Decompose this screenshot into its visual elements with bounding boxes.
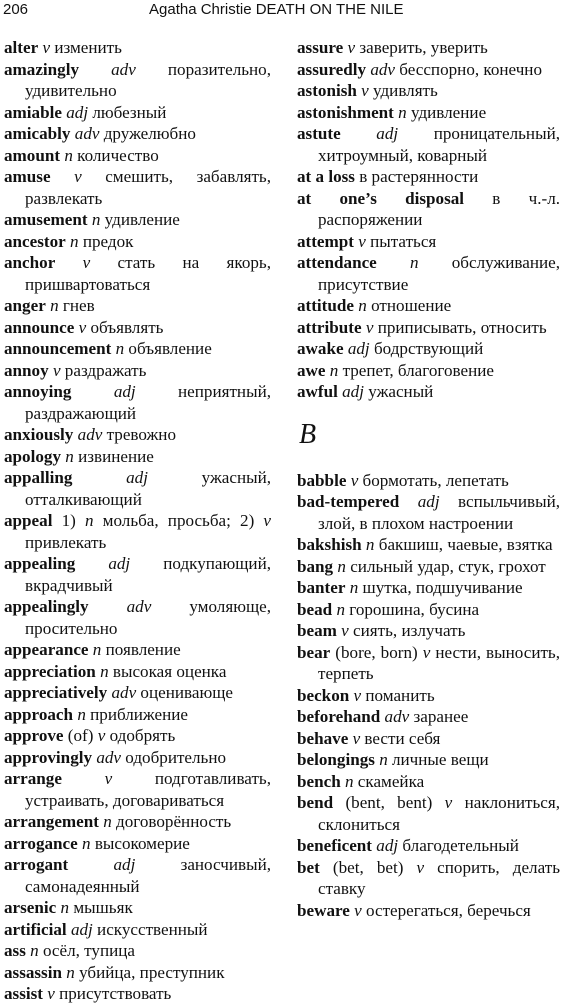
dictionary-entry [4,833,271,855]
translation: горошина, бусина [344,599,480,619]
headword: annoying [4,382,72,401]
translation: гнев [58,296,95,315]
translation: подкупающий, вкрадчивый [25,554,271,595]
headword: alter [4,38,39,57]
translation: предок [78,231,134,251]
dictionary-entry [4,962,271,984]
dictionary-entry [297,706,560,728]
headword: ass [4,941,26,960]
headword: assuredly [297,59,367,79]
headword: attempt [297,231,354,251]
dictionary-entry [4,145,271,167]
translation: приписывать, относить [373,317,547,337]
dictionary-entry [4,102,271,124]
dictionary-entry [297,338,560,360]
headword: bear [297,642,331,662]
dictionary-entry [4,983,271,1005]
dictionary-entry [4,424,271,446]
translation: дружелюбно [99,124,196,143]
part-of-speech: v [361,81,369,100]
translation: раздражать [60,360,147,380]
translation: присутствовать [54,984,172,1003]
dictionary-entry [4,704,271,726]
dictionary-entry [297,59,560,81]
dictionary-entry [4,317,271,339]
headword: amount [4,145,61,165]
part-of-speech: n [344,771,354,791]
part-of-speech: n [70,231,79,251]
translation: извинение [73,446,154,466]
headword: astonish [297,81,357,100]
dictionary-entry [4,854,271,897]
part-of-speech: adv [77,425,103,444]
headword: appealingly [4,597,89,616]
dictionary-entry [4,360,271,382]
part-of-speech: v [82,253,91,272]
headword: belongings [297,750,375,769]
headword: banter [297,578,346,597]
part-of-speech: adj [113,382,136,401]
headword: attribute [297,317,362,337]
headword: awful [297,382,338,401]
dictionary-entry [4,295,271,317]
part-of-speech: n [409,253,419,272]
dictionary-entry [4,596,271,639]
dictionary-entry [4,231,271,253]
part-of-speech: v [52,360,61,380]
headword: anchor [4,253,56,272]
part-of-speech: adv [126,597,152,616]
translation: убийца, преступник [74,962,225,982]
translation: мольба, просьба; 2) [93,511,264,530]
headword: awe [297,360,326,380]
translation: заносчивый, самонадеянный [25,855,271,896]
headword: appalling [4,468,73,487]
translation: привлекать [25,532,107,552]
dictionary-entry [297,556,560,578]
dictionary-entry [4,725,271,747]
translation: искусственный [92,919,208,939]
headword: astute [297,124,341,143]
translation: остерегаться, беречься [361,900,531,920]
headword: amusement [4,210,88,229]
headword: bench [297,771,341,791]
translation: сильный удар, стук, грохот [345,556,546,576]
part-of-speech: n [60,898,70,917]
right-column [297,37,560,921]
part-of-speech: n [115,339,125,358]
part-of-speech: v [78,317,87,337]
headword: amiable [4,102,62,122]
headword: at a loss [297,167,355,186]
dictionary-entry [297,123,560,166]
headword: assure [297,38,344,57]
dictionary-entry [4,553,271,596]
headword: amuse [4,167,51,186]
part-of-speech: n [103,812,112,831]
translation: бормотать, лепетать [358,470,509,490]
translation: заверить, уверить [355,38,488,57]
part-of-speech: n [398,102,407,122]
translation: мышьяк [69,898,133,917]
translation: бесспорно, конечно [395,59,542,79]
headword: apology [4,446,61,466]
translation: оценивающе [136,683,233,702]
dictionary-entry [297,188,560,231]
dictionary-entry [4,811,271,833]
translation: осёл, тупица [38,941,136,960]
dictionary-entry [4,510,271,553]
a-entries-continued [297,37,560,403]
headword: bad-tempered [297,492,400,511]
dictionary-entry [297,749,560,771]
part-of-speech: v [42,38,51,57]
headword: anxiously [4,425,74,444]
translation: пытаться [365,231,437,251]
translation: сиять, излучать [348,621,466,640]
part-of-speech: adj [347,339,370,358]
headword: approvingly [4,747,93,767]
translation: неприятный, раздражающий [25,382,271,423]
part-of-speech: adv [111,683,137,702]
translation: вести себя [360,728,441,748]
headword: approach [4,704,74,724]
headword: appreciation [4,661,96,681]
grammar-note: (bet, bet) [319,857,417,877]
headword: amicably [4,124,71,143]
translation: умоляюще, просительно [25,597,271,638]
headword: attendance [297,253,377,272]
translation: появление [101,640,181,659]
translation: удивлять [368,81,438,100]
dictionary-entry [4,209,271,231]
page-number: 206 [3,1,29,18]
dictionary-entry [4,682,271,704]
translation: обслуживание, присутствие [318,253,560,294]
grammar-note: (bore, born) [330,642,423,662]
dictionary-entry [4,252,271,295]
headword: amazingly [4,59,80,79]
translation: бакшиш, чаевые, взятка [374,535,553,554]
part-of-speech: v [416,857,425,877]
part-of-speech: adj [70,919,93,939]
dictionary-entry [4,768,271,811]
part-of-speech: n [358,296,367,315]
headword: beneficent [297,836,373,855]
running-header [0,0,564,24]
translation: наклониться, склониться [318,793,560,834]
part-of-speech: v [353,685,362,705]
headword: announce [4,317,75,337]
headword: babble [297,470,347,490]
translation: изменить [50,38,122,57]
translation: ужасный, отталкивающий [25,468,271,509]
part-of-speech: v [347,38,356,57]
translation: в растерянности [354,167,479,186]
translation: объявлять [86,317,164,337]
left-column [4,37,271,1005]
translation: скамейка [353,771,425,791]
dictionary-entry [297,835,560,857]
translation: отношение [366,296,452,315]
translation: любезный [88,102,167,122]
headword: appreciatively [4,683,108,702]
part-of-speech: v [422,642,431,662]
dictionary-entry [297,900,560,922]
translation: ужасный [363,382,434,401]
headword: bet [297,857,320,877]
dictionary-entry [297,166,560,188]
translation: заранее [409,707,469,726]
headword: awake [297,339,344,358]
dictionary-entry [297,381,560,403]
translation: удивление [406,102,487,122]
part-of-speech: v [74,167,82,186]
dictionary-entry [297,685,560,707]
dictionary-entry [4,37,271,59]
translation: одобрительно [121,747,227,767]
dictionary-entry [297,599,560,621]
part-of-speech: n [365,535,375,554]
translation: в ч.-л. распоряжении [318,188,560,229]
part-of-speech: v [354,900,362,920]
part-of-speech: adv [74,124,100,143]
part-of-speech: n [329,360,339,380]
dictionary-entry [4,897,271,919]
headword: bakshish [297,535,362,554]
dictionary-entry [297,620,560,642]
translation: трепет, благоговение [338,360,494,380]
translation: вспыльчивый, злой, в плохом настроении [318,492,560,533]
part-of-speech: n [50,296,59,315]
dictionary-entry [297,491,560,534]
part-of-speech: n [91,210,101,229]
dictionary-entry [4,381,271,424]
part-of-speech: n [82,833,91,853]
dictionary-entry [4,59,271,102]
translation: личные вещи [387,750,489,769]
part-of-speech: adv [370,59,395,79]
part-of-speech: adj [342,382,364,401]
headword: appealing [4,554,76,573]
part-of-speech: adj [126,468,148,487]
translation: подготавливать, устраивать, договариваться [25,769,271,810]
dictionary-entry [4,919,271,941]
part-of-speech: v [358,231,366,251]
dictionary-entry [297,792,560,835]
headword: assist [4,984,43,1003]
part-of-speech: n [92,640,102,659]
dictionary-entry [4,446,271,468]
dictionary-entry [297,295,560,317]
dictionary-entry [4,338,271,360]
part-of-speech: v [104,769,113,788]
headword: arsenic [4,898,57,917]
headword: beforehand [297,707,381,726]
part-of-speech: n [30,941,39,960]
dictionary-entry [297,642,560,685]
part-of-speech: adv [96,747,121,767]
grammar-note: 1) [52,511,85,530]
part-of-speech: n [66,962,75,982]
part-of-speech: v [444,793,453,812]
part-of-speech: adj [113,855,136,874]
headword: announcement [4,339,112,358]
headword: beckon [297,685,350,705]
headword: at one’s disposal [297,188,465,208]
translation: проницательный, хитроумный, коварный [318,124,560,165]
translation: поманить [361,685,435,705]
part-of-speech: adj [66,102,89,122]
b-entries [297,470,560,922]
dictionary-entry [297,360,560,382]
headword: arrogant [4,855,69,874]
part-of-speech: n [349,578,359,597]
dictionary-entry [4,747,271,769]
headword: approve [4,726,64,745]
part-of-speech: adj [417,492,440,511]
translation: высокая оценка [108,661,227,681]
dictionary-entry [297,231,560,253]
translation: тревожно [102,425,176,444]
part-of-speech: v [350,470,359,490]
dictionary-entry [297,534,560,556]
dictionary-entry [297,317,560,339]
headword: ancestor [4,231,66,251]
translation: высокомерие [90,833,190,853]
part-of-speech: adj [376,124,399,143]
headword: artificial [4,919,67,939]
part-of-speech: n [65,446,74,466]
dictionary-entry [297,771,560,793]
part-of-speech: adj [108,554,131,573]
translation: стать на якорь, пришвартоваться [25,253,271,294]
headword: behave [297,728,349,748]
part-of-speech: v [263,511,271,530]
headword: appeal [4,511,53,530]
translation: бодрствующий [369,339,484,358]
translation: благодетельный [398,836,519,855]
dictionary-entry [297,577,560,599]
translation: количество [72,145,159,165]
section-letter-b: B [299,418,317,450]
part-of-speech: n [336,599,345,619]
dictionary-entry [297,37,560,59]
part-of-speech: v [365,317,374,337]
headword: arrange [4,769,62,788]
dictionary-entry [4,467,271,510]
headword: bang [297,556,334,576]
part-of-speech: n [379,750,388,769]
translation: договорённость [111,812,232,831]
translation: объявление [124,339,212,358]
part-of-speech: adj [376,836,399,855]
dictionary-entry [4,661,271,683]
headword: beam [297,621,337,640]
dictionary-entry [4,166,271,209]
translation: смешить, забавлять, развлекать [25,167,271,208]
headword: appearance [4,640,89,659]
part-of-speech: v [47,984,55,1003]
part-of-speech: n [100,661,109,681]
headword: bend [297,793,334,812]
headword: arrangement [4,812,99,831]
part-of-speech: n [337,556,346,576]
dictionary-entry [4,639,271,661]
running-title: Agatha Christie DEATH ON THE NILE [149,1,404,18]
dictionary-entry [297,252,560,295]
dictionary-entry [4,940,271,962]
headword: beware [297,900,350,920]
dictionary-entry [4,123,271,145]
part-of-speech: v [352,728,361,748]
headword: anger [4,296,46,315]
headword: annoy [4,360,49,380]
part-of-speech: adv [111,59,136,79]
grammar-note: (of) [63,726,98,745]
headword: assassin [4,962,62,982]
translation: нести, выносить, терпеть [318,642,561,683]
dictionary-entry [297,470,560,492]
grammar-note: (bent, bent) [333,793,445,812]
dictionary-entry [297,102,560,124]
translation: приближение [85,704,188,724]
translation: удивление [100,210,180,229]
headword: bead [297,599,333,619]
headword: attitude [297,296,354,315]
headword: arrogance [4,833,78,853]
dictionary-entry [297,80,560,102]
dictionary-entry [297,857,560,900]
translation: поразительно, удивительно [25,59,271,100]
part-of-speech: n [84,511,94,530]
translation: одобрять [105,726,176,745]
dictionary-entry [297,728,560,750]
part-of-speech: v [97,726,106,745]
translation: спорить, делать ставку [318,857,560,898]
part-of-speech: adv [384,707,410,726]
part-of-speech: n [77,704,86,724]
headword: astonishment [297,102,394,122]
part-of-speech: v [341,621,349,640]
translation: шутка, подшучивание [358,578,523,597]
part-of-speech: n [64,145,73,165]
